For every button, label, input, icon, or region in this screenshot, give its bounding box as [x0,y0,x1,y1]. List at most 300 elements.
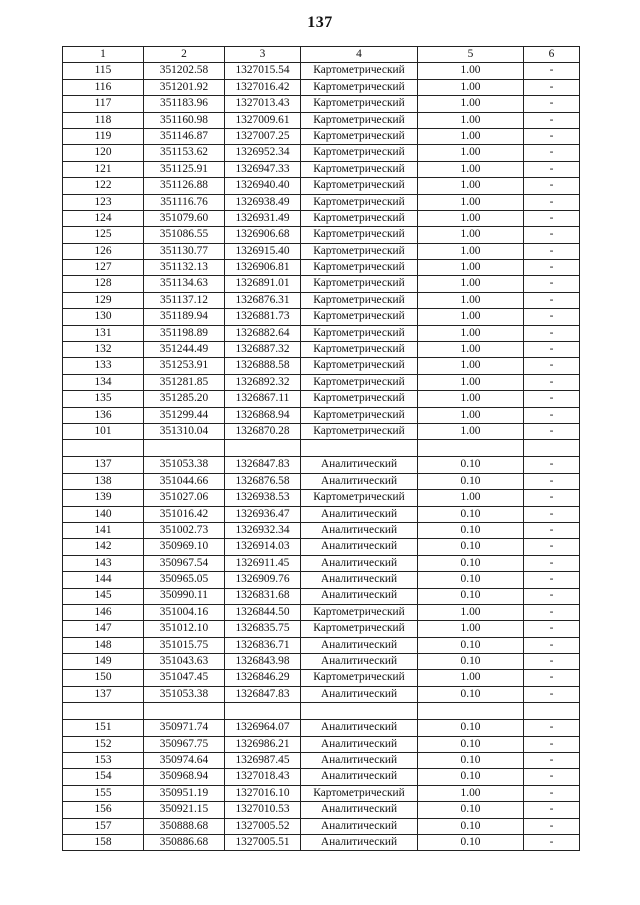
x-coordinate-cell: 351202.58 [144,63,225,79]
accuracy-cell: 1.00 [418,194,524,210]
x-coordinate-cell: 350969.10 [144,539,225,555]
note-cell: - [524,96,580,112]
note-cell: - [524,63,580,79]
accuracy-cell: 1.00 [418,374,524,390]
table-row [63,637,580,653]
y-coordinate-cell: 1327016.42 [225,79,301,95]
x-coordinate-cell: 351160.98 [144,112,225,128]
table-row [63,374,580,390]
x-coordinate-cell: 351043.63 [144,654,225,670]
method-cell: Картометрический [301,621,418,637]
point-number-cell: 135 [63,391,144,407]
table-row [63,79,580,95]
method-cell: Картометрический [301,342,418,358]
y-coordinate-cell: 1326846.29 [225,670,301,686]
accuracy-cell: 0.10 [418,686,524,702]
method-cell: Картометрический [301,407,418,423]
x-coordinate-cell: 351047.45 [144,670,225,686]
y-coordinate-cell: 1326964.07 [225,720,301,736]
table-row [63,473,580,489]
table-row [63,63,580,79]
point-number-cell: 126 [63,243,144,259]
note-cell: - [524,112,580,128]
table-row [63,440,580,457]
method-cell: Картометрический [301,210,418,226]
x-coordinate-cell: 351027.06 [144,490,225,506]
y-coordinate-cell: 1327015.54 [225,63,301,79]
point-number-cell: 133 [63,358,144,374]
method-cell: Аналитический [301,637,418,653]
x-coordinate-cell: 351125.91 [144,161,225,177]
method-cell: Картометрический [301,374,418,390]
method-cell: Картометрический [301,194,418,210]
accuracy-cell [418,703,524,720]
table-row [63,358,580,374]
note-cell: - [524,194,580,210]
header-cell: 2 [144,47,225,63]
table-row [63,194,580,210]
y-coordinate-cell: 1326914.03 [225,539,301,555]
header-cell: 4 [301,47,418,63]
note-cell: - [524,720,580,736]
method-cell: Картометрический [301,128,418,144]
point-number-cell: 116 [63,79,144,95]
table-row [63,292,580,308]
note-cell: - [524,769,580,785]
accuracy-cell: 0.10 [418,834,524,850]
x-coordinate-cell: 350971.74 [144,720,225,736]
point-number-cell: 124 [63,210,144,226]
x-coordinate-cell: 351015.75 [144,637,225,653]
accuracy-cell: 1.00 [418,161,524,177]
note-cell: - [524,210,580,226]
table-row [63,243,580,259]
point-number-cell: 157 [63,818,144,834]
note-cell: - [524,588,580,604]
x-coordinate-cell: 351146.87 [144,128,225,144]
accuracy-cell: 1.00 [418,407,524,423]
accuracy-cell: 0.10 [418,753,524,769]
point-number-cell: 125 [63,227,144,243]
x-coordinate-cell: 351153.62 [144,145,225,161]
y-coordinate-cell: 1327013.43 [225,96,301,112]
table-row [63,703,580,720]
accuracy-cell: 1.00 [418,325,524,341]
method-cell: Аналитический [301,802,418,818]
note-cell [524,440,580,457]
y-coordinate-cell: 1326986.21 [225,736,301,752]
header-row [63,47,580,63]
accuracy-cell: 0.10 [418,818,524,834]
accuracy-cell: 1.00 [418,358,524,374]
point-number-cell: 119 [63,128,144,144]
note-cell: - [524,309,580,325]
x-coordinate-cell: 351053.38 [144,457,225,473]
method-cell: Картометрический [301,79,418,95]
y-coordinate-cell: 1326876.31 [225,292,301,308]
method-cell: Картометрический [301,260,418,276]
table-row [63,753,580,769]
x-coordinate-cell: 351053.38 [144,686,225,702]
y-coordinate-cell: 1326887.32 [225,342,301,358]
y-coordinate-cell: 1327016.10 [225,785,301,801]
x-coordinate-cell: 351201.92 [144,79,225,95]
note-cell: - [524,391,580,407]
x-coordinate-cell: 351285.20 [144,391,225,407]
header-cell: 5 [418,47,524,63]
point-number-cell: 152 [63,736,144,752]
table-row [63,96,580,112]
method-cell: Картометрический [301,178,418,194]
point-number-cell: 128 [63,276,144,292]
method-cell: Аналитический [301,473,418,489]
point-number-cell [63,703,144,720]
point-number-cell: 140 [63,506,144,522]
table-row [63,145,580,161]
table-row [63,276,580,292]
note-cell: - [524,736,580,752]
y-coordinate-cell: 1326936.47 [225,506,301,522]
x-coordinate-cell: 351079.60 [144,210,225,226]
point-number-cell: 122 [63,178,144,194]
accuracy-cell: 0.10 [418,539,524,555]
y-coordinate-cell: 1326947.33 [225,161,301,177]
y-coordinate-cell: 1326938.49 [225,194,301,210]
y-coordinate-cell: 1326938.53 [225,490,301,506]
method-cell: Аналитический [301,686,418,702]
table-body [63,63,580,851]
table-row [63,818,580,834]
x-coordinate-cell: 350886.68 [144,834,225,850]
point-number-cell: 144 [63,572,144,588]
method-cell: Картометрический [301,292,418,308]
y-coordinate-cell: 1326891.01 [225,276,301,292]
accuracy-cell: 0.10 [418,522,524,538]
accuracy-cell: 1.00 [418,145,524,161]
y-coordinate-cell: 1327010.53 [225,802,301,818]
method-cell [301,703,418,720]
point-number-cell: 143 [63,555,144,571]
method-cell: Аналитический [301,457,418,473]
x-coordinate-cell: 351044.66 [144,473,225,489]
accuracy-cell: 1.00 [418,309,524,325]
table-row [63,112,580,128]
accuracy-cell: 1.00 [418,670,524,686]
table-row [63,785,580,801]
accuracy-cell: 0.10 [418,802,524,818]
x-coordinate-cell: 351126.88 [144,178,225,194]
y-coordinate-cell: 1326915.40 [225,243,301,259]
method-cell: Картометрический [301,243,418,259]
note-cell: - [524,572,580,588]
table-row [63,309,580,325]
x-coordinate-cell: 351183.96 [144,96,225,112]
point-number-cell: 158 [63,834,144,850]
point-number-cell: 138 [63,473,144,489]
x-coordinate-cell: 350951.19 [144,785,225,801]
method-cell: Аналитический [301,818,418,834]
method-cell: Картометрический [301,325,418,341]
method-cell: Аналитический [301,834,418,850]
y-coordinate-cell: 1326847.83 [225,457,301,473]
method-cell: Картометрический [301,145,418,161]
table-row [63,769,580,785]
y-coordinate-cell: 1326888.58 [225,358,301,374]
accuracy-cell: 1.00 [418,96,524,112]
point-number-cell: 117 [63,96,144,112]
accuracy-cell: 1.00 [418,276,524,292]
x-coordinate-cell: 351189.94 [144,309,225,325]
note-cell: - [524,785,580,801]
table-row [63,539,580,555]
y-coordinate-cell: 1326892.32 [225,374,301,390]
method-cell: Картометрический [301,670,418,686]
point-number-cell: 154 [63,769,144,785]
point-number-cell: 123 [63,194,144,210]
y-coordinate-cell: 1326931.49 [225,210,301,226]
accuracy-cell: 1.00 [418,63,524,79]
point-number-cell [63,440,144,457]
x-coordinate-cell: 351281.85 [144,374,225,390]
x-coordinate-cell: 351198.89 [144,325,225,341]
y-coordinate-cell: 1327007.25 [225,128,301,144]
accuracy-cell: 0.10 [418,457,524,473]
table-row [63,720,580,736]
note-cell: - [524,522,580,538]
y-coordinate-cell: 1326847.83 [225,686,301,702]
note-cell: - [524,753,580,769]
table-row [63,555,580,571]
x-coordinate-cell: 350968.94 [144,769,225,785]
accuracy-cell: 1.00 [418,604,524,620]
table-row [63,572,580,588]
accuracy-cell: 1.00 [418,785,524,801]
method-cell: Аналитический [301,736,418,752]
x-coordinate-cell: 351116.76 [144,194,225,210]
y-coordinate-cell: 1326932.34 [225,522,301,538]
y-coordinate-cell: 1326952.34 [225,145,301,161]
y-coordinate-cell: 1326868.94 [225,407,301,423]
y-coordinate-cell: 1326909.76 [225,572,301,588]
y-coordinate-cell: 1326844.50 [225,604,301,620]
accuracy-cell: 0.10 [418,572,524,588]
y-coordinate-cell: 1326911.45 [225,555,301,571]
note-cell: - [524,670,580,686]
point-number-cell: 148 [63,637,144,653]
method-cell: Картометрический [301,490,418,506]
accuracy-cell: 0.10 [418,736,524,752]
y-coordinate-cell: 1326836.71 [225,637,301,653]
table-row [63,457,580,473]
note-cell: - [524,292,580,308]
method-cell: Картометрический [301,276,418,292]
accuracy-cell: 1.00 [418,112,524,128]
table-row [63,210,580,226]
table-row [63,686,580,702]
accuracy-cell: 1.00 [418,243,524,259]
table-row [63,522,580,538]
x-coordinate-cell: 350921.15 [144,802,225,818]
y-coordinate-cell [225,440,301,457]
accuracy-cell: 0.10 [418,506,524,522]
note-cell: - [524,686,580,702]
note-cell: - [524,374,580,390]
note-cell: - [524,407,580,423]
point-number-cell: 121 [63,161,144,177]
point-number-cell: 127 [63,260,144,276]
table-row [63,604,580,620]
table-row [63,178,580,194]
point-number-cell: 137 [63,686,144,702]
note-cell: - [524,178,580,194]
note-cell: - [524,457,580,473]
note-cell: - [524,818,580,834]
y-coordinate-cell: 1326870.28 [225,423,301,439]
x-coordinate-cell: 350965.05 [144,572,225,588]
note-cell: - [524,325,580,341]
x-coordinate-cell: 351016.42 [144,506,225,522]
x-coordinate-cell: 351086.55 [144,227,225,243]
point-number-cell: 132 [63,342,144,358]
x-coordinate-cell: 350967.54 [144,555,225,571]
point-number-cell: 101 [63,423,144,439]
y-coordinate-cell: 1327009.61 [225,112,301,128]
y-coordinate-cell [225,703,301,720]
method-cell: Аналитический [301,522,418,538]
table-row [63,621,580,637]
accuracy-cell: 0.10 [418,588,524,604]
accuracy-cell: 1.00 [418,128,524,144]
note-cell: - [524,473,580,489]
method-cell: Аналитический [301,720,418,736]
method-cell: Картометрический [301,423,418,439]
note-cell: - [524,621,580,637]
table-row [63,423,580,439]
table-row [63,391,580,407]
note-cell: - [524,145,580,161]
point-number-cell: 139 [63,490,144,506]
point-number-cell: 155 [63,785,144,801]
note-cell: - [524,342,580,358]
method-cell: Аналитический [301,769,418,785]
method-cell: Аналитический [301,588,418,604]
point-number-cell: 156 [63,802,144,818]
x-coordinate-cell: 351134.63 [144,276,225,292]
accuracy-cell [418,440,524,457]
method-cell: Аналитический [301,506,418,522]
accuracy-cell: 0.10 [418,654,524,670]
note-cell: - [524,358,580,374]
x-coordinate-cell: 351012.10 [144,621,225,637]
table-row [63,161,580,177]
note-cell: - [524,260,580,276]
table-row [63,407,580,423]
note-cell: - [524,834,580,850]
x-coordinate-cell: 351244.49 [144,342,225,358]
note-cell: - [524,637,580,653]
point-number-cell: 115 [63,63,144,79]
note-cell: - [524,423,580,439]
point-number-cell: 147 [63,621,144,637]
y-coordinate-cell: 1326876.58 [225,473,301,489]
page-number: 137 [307,14,333,31]
note-cell: - [524,161,580,177]
table-row [63,506,580,522]
x-coordinate-cell: 350888.68 [144,818,225,834]
y-coordinate-cell: 1326843.98 [225,654,301,670]
accuracy-cell: 1.00 [418,260,524,276]
x-coordinate-cell: 351253.91 [144,358,225,374]
coordinates-table [62,46,580,851]
table-row [63,670,580,686]
method-cell: Аналитический [301,572,418,588]
y-coordinate-cell: 1326835.75 [225,621,301,637]
method-cell: Картометрический [301,161,418,177]
accuracy-cell: 1.00 [418,490,524,506]
y-coordinate-cell: 1326881.73 [225,309,301,325]
point-number-cell: 151 [63,720,144,736]
x-coordinate-cell: 351130.77 [144,243,225,259]
method-cell: Картометрический [301,227,418,243]
point-number-cell: 137 [63,457,144,473]
y-coordinate-cell: 1327005.51 [225,834,301,850]
y-coordinate-cell: 1327018.43 [225,769,301,785]
point-number-cell: 129 [63,292,144,308]
accuracy-cell: 0.10 [418,555,524,571]
point-number-cell: 134 [63,374,144,390]
accuracy-cell: 1.00 [418,391,524,407]
table-row [63,325,580,341]
point-number-cell: 153 [63,753,144,769]
method-cell: Картометрический [301,604,418,620]
note-cell [524,703,580,720]
method-cell: Картометрический [301,309,418,325]
note-cell: - [524,79,580,95]
method-cell: Аналитический [301,539,418,555]
method-cell: Картометрический [301,96,418,112]
x-coordinate-cell: 350967.75 [144,736,225,752]
x-coordinate-cell: 351137.12 [144,292,225,308]
point-number-cell: 120 [63,145,144,161]
method-cell: Аналитический [301,654,418,670]
method-cell: Аналитический [301,753,418,769]
point-number-cell: 130 [63,309,144,325]
header-cell: 6 [524,47,580,63]
method-cell: Картометрический [301,112,418,128]
x-coordinate-cell: 350974.64 [144,753,225,769]
accuracy-cell: 1.00 [418,423,524,439]
x-coordinate-cell: 351132.13 [144,260,225,276]
note-cell: - [524,490,580,506]
x-coordinate-cell: 350990.11 [144,588,225,604]
table-row [63,736,580,752]
x-coordinate-cell: 351002.73 [144,522,225,538]
note-cell: - [524,539,580,555]
point-number-cell: 142 [63,539,144,555]
note-cell: - [524,654,580,670]
table-row [63,834,580,850]
y-coordinate-cell: 1326867.11 [225,391,301,407]
x-coordinate-cell: 351310.04 [144,423,225,439]
point-number-cell: 118 [63,112,144,128]
method-cell: Картометрический [301,63,418,79]
table-row [63,588,580,604]
accuracy-cell: 0.10 [418,769,524,785]
x-coordinate-cell [144,440,225,457]
table-row [63,128,580,144]
accuracy-cell: 1.00 [418,178,524,194]
method-cell [301,440,418,457]
